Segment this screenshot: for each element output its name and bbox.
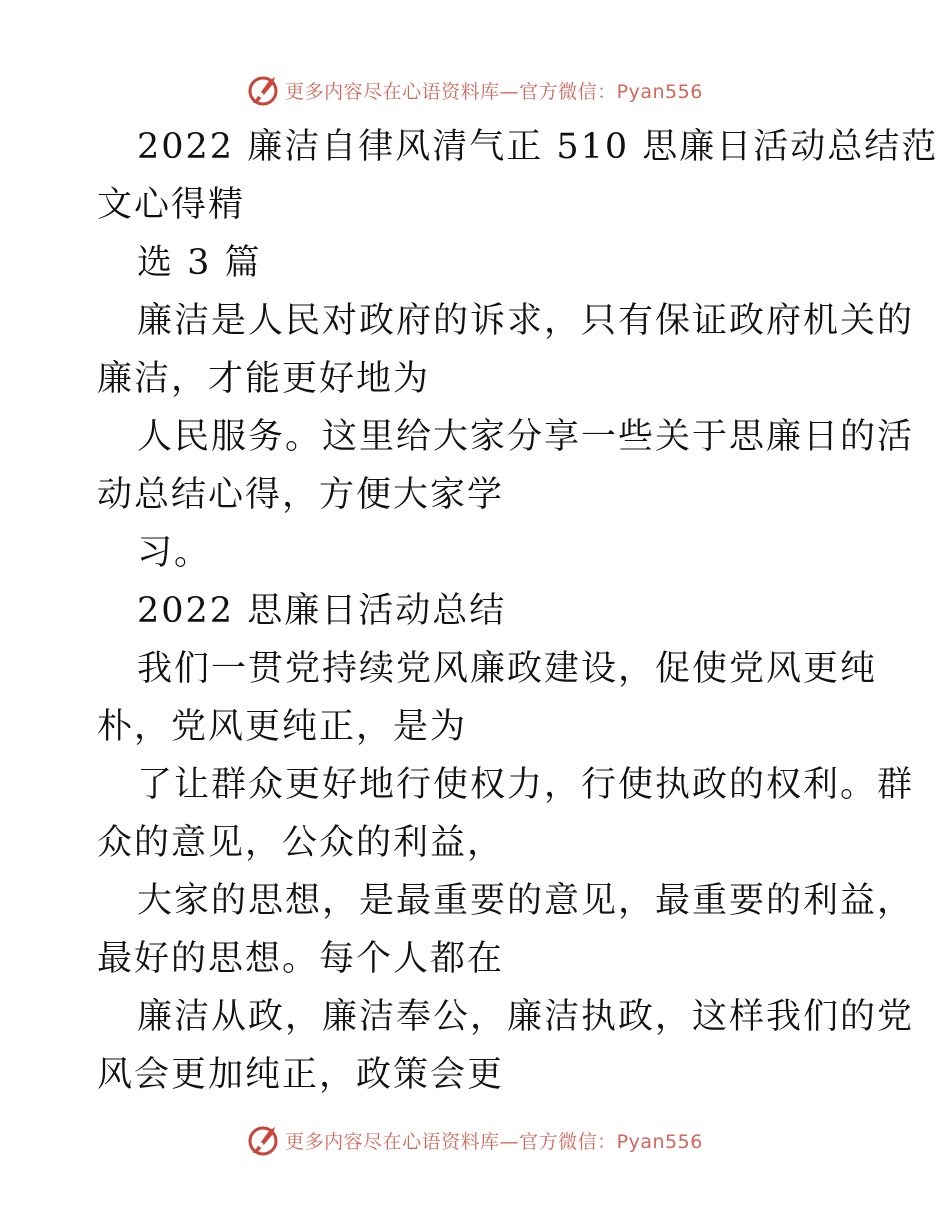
- paragraph-line: 廉洁是人民对政府的诉求，只有保证政府机关的: [137, 301, 915, 341]
- title-line-3: 选 3 篇: [137, 243, 262, 283]
- paragraph-line: 最好的思想。每个人都在: [97, 939, 505, 979]
- paragraph-line: 人民服务。这里给大家分享一些关于思廉日的活: [137, 417, 915, 457]
- paragraph-line: 风会更加纯正，政策会更: [97, 1055, 505, 1095]
- paragraph-line: 大家的思想，是最重要的意见，最重要的利益，: [137, 881, 915, 921]
- paragraph-line: 廉洁，才能更好地为: [97, 359, 431, 399]
- paragraph-line: 了让群众更好地行使权力，行使执政的权利。群: [137, 765, 915, 805]
- title-line-1: 2022 廉洁自律风清气正 510 思廉日活动总结范: [137, 127, 939, 167]
- section-heading: 2022 思廉日活动总结: [137, 591, 507, 631]
- paragraph-line: 习。: [137, 533, 212, 573]
- paragraph-line: 我们一贯党持续党风廉政建设，促使党风更纯: [137, 649, 878, 689]
- paragraph-line: 廉洁从政，廉洁奉公，廉洁执政，这样我们的党: [137, 997, 915, 1037]
- paragraph-line: 众的意见，公众的利益，: [97, 823, 505, 863]
- document-body: [97, 118, 939, 1104]
- title-line-2: 文心得精: [97, 185, 246, 225]
- header-banner: [0, 70, 950, 110]
- pen-nib-logo-icon: [247, 1123, 281, 1157]
- header-banner-text: 更多内容尽在心语资料库—官方微信：Pyan556: [285, 80, 703, 103]
- paragraph-line: 动总结心得，方便大家学: [97, 475, 505, 515]
- footer-banner: [0, 1120, 950, 1160]
- paragraph-line: 朴，党风更纯正，是为: [97, 707, 468, 747]
- pen-nib-logo-icon: [247, 73, 281, 107]
- footer-banner-text: 更多内容尽在心语资料库—官方微信：Pyan556: [285, 1130, 703, 1153]
